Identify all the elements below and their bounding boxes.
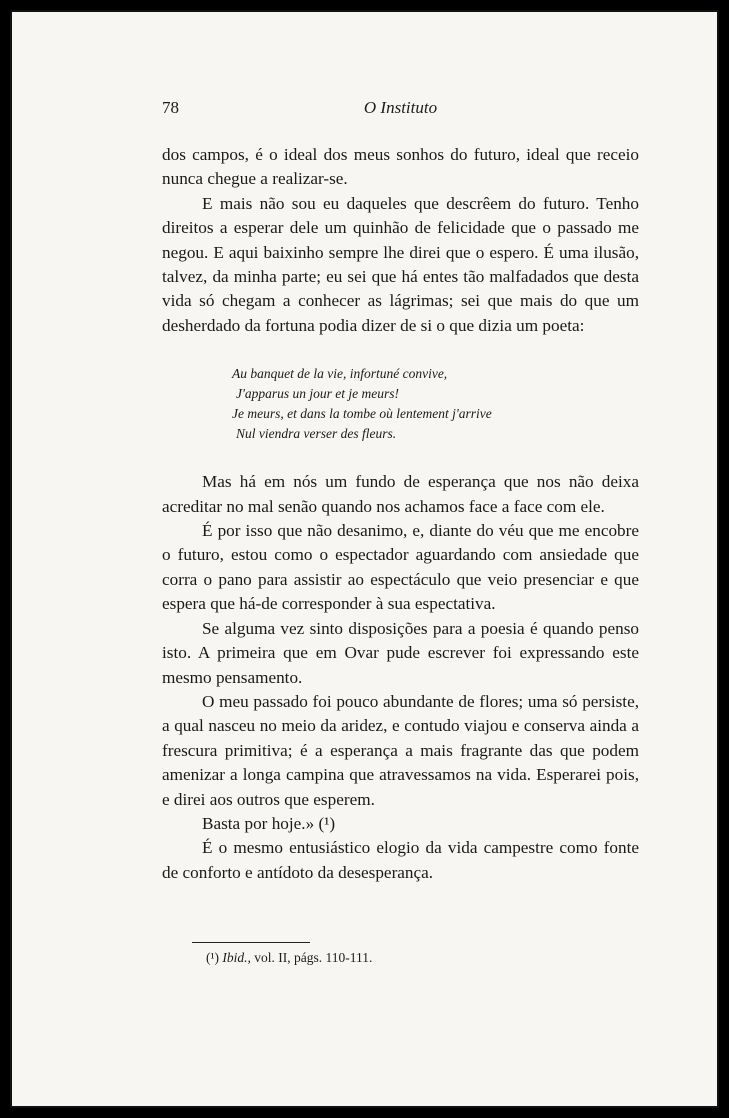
verse-quote xyxy=(232,364,639,444)
paragraph-2: E mais não sou eu daqueles que descrêem do futuro. Tenho direitos a esperar dele um quinhão de felicidade que o passado me negou. E aqui baixinho sempre lhe direi que o espero. É uma ilusão, talvez, da minha parte; eu sei que há entes tão malfadados que desta vida só chegam a conhecer as lágrimas; sei que mais do que um desherdado da fortuna podia dizer de si o que dizia um poeta: xyxy=(162,193,639,335)
footnote-divider xyxy=(192,942,310,943)
paragraph-3: Mas há em nós um fundo de esperança que nos não deixa acreditar no mal senão quando nos achamos face a face com ele. xyxy=(162,472,639,516)
paragraph-4: É por isso que não desanimo, e, diante do véu que me encobre o futuro, estou como o espectador aguardando com ansiedade que corra o pano para assistir ao espectáculo que veio presenciar e que espera que há-de corresponder à sua espectativa. xyxy=(162,521,639,614)
closing-line: Basta por hoje.» xyxy=(202,813,315,833)
running-title: O Instituto xyxy=(363,98,438,117)
footnote-ref: vol. II, págs. 110-111. xyxy=(254,950,373,965)
paragraph-5: Se alguma vez sinto disposições para a poesia é quando penso isto. A primeira que em Ovar pude escrever foi expressando este mesmo pensamento. xyxy=(162,618,639,687)
running-header xyxy=(162,98,639,122)
paragraph-8: É o mesmo entusiástico elogio da vida campestre como fonte de conforto e antídoto da desesperança. xyxy=(162,838,639,882)
verse-line-2: J'apparus un jour et je meurs! xyxy=(236,386,399,402)
paragraph-6: O meu passado foi pouco abundante de flores; uma só persiste, a qual nasceu no meio da aridez, e contudo viajou e conserva ainda a frescura primitiva; é a esperança a mais fragrante das que podem amenizar a longa campina que atravessamos na vida. Esperarei pois, e direi aos outros que esperem. xyxy=(162,691,639,809)
paragraph-1: dos campos, é o ideal dos meus sonhos do futuro, ideal que receio nunca chegue a realizar-se. xyxy=(162,145,639,189)
verse-line-3: Je meurs, et dans la tombe où lentement j'arrive xyxy=(232,406,492,422)
page-number: 78 xyxy=(162,98,179,117)
footnote-marker: (¹) xyxy=(206,950,220,965)
verse-line-1: Au banquet de la vie, infortuné convive, xyxy=(232,366,448,382)
book-page xyxy=(10,10,719,1108)
footnote xyxy=(206,950,372,966)
paragraph-7 xyxy=(162,812,639,836)
footnote-reference[interactable]: (¹) xyxy=(318,813,336,833)
body-text xyxy=(162,143,639,885)
verse-line-4: Nul viendra verser des fleurs. xyxy=(236,426,397,442)
footnote-ibid: Ibid., xyxy=(222,950,251,965)
